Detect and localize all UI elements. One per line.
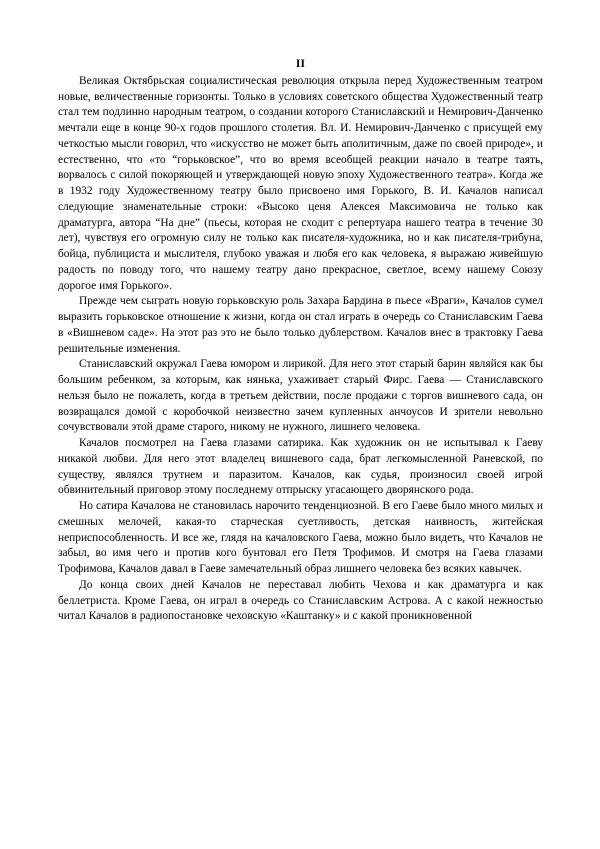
section-heading: II <box>295 58 306 70</box>
paragraph: Великая Октябрьская социалистическая революция открыла перед Художественным театром новые, величественные горизонты. Только в условиях советского общества Художественный театр стал тем подлинно народным театром, о создании которого Станиславский и Немирович-Данченко мечтали еще в конце 90-х годов прошлого столетия. Вл. И. Немирович-Данченко с присущей ему четкостью мысли говорил, что «искусство не может быть аполитичным, даже по своей природе», и естественно, что «то “горьковское”, что во время всеобщей реакции начало в театре таять, ворвалось с силой покоряющей и утверждающей новую эпоху Художественного театра». Когда же в 1932 году Художественному театру было присвоено имя Горького, В. И. Качалов написал следующие знаменательные строки: «Высоко ценя Алексея Максимовича не только как драматурга, автора “На дне” (пьесы, которая не сходит с репертуара нашего театра в течение 30 лет), чувствуя его огромную силу не только как писателя-художника, но и как писателя-трибуна, бойца, публициста и мыслителя, глубоко уважая и любя его как человека, я выражаю живейшую радость по поводу того, что нашему театру дано прекрасное, светлое, всему нашему Союзу дорогое имя Горького». <box>58 74 543 292</box>
paragraph: До конца своих дней Качалов не переставал любить Чехова и как драматурга и как беллетриста. Кроме Гаева, он играл в очередь со Станиславским Астрова. А с какой нежностью читал Качалов в радиопостановке чеховскую «Каштанку» и с какой проникновенной <box>58 578 543 623</box>
paragraph: Прежде чем сыграть новую горьковскую роль Захара Бардина в пьесе «Враги», Качалов сумел выразить горьковское отношение к жизни, когда он стал играть в очередь со Станиславским Гаева в «Вишневом саде». На этот раз это не было только дублерством. Качалов внес в трактовку Гаева решительные изменения. <box>58 295 543 355</box>
paragraph: Качалов посмотрел на Гаева глазами сатирика. Как художник он не испытывал к Гаеву никакой любви. Для него этот владелец вишневого сада, брат легкомысленной Раневской, по существу, являлся трутнем и паразитом. Качалов, как судья, произносил своей игрой обвинительный приговор этому последнему отпрыску угасающего дворянского рода. <box>58 437 543 497</box>
body-text <box>58 74 543 625</box>
paragraph: Но сатира Качалова не становилась нарочито тенденциозной. В его Гаеве было много милых и смешных мелочей, какая-то старческая суетливость, детская наивность, житейская неприспособленность. И все же, глядя на качаловского Гаева, можно было видеть, что Качалов не забыл, во имя чего и против кого бунтовал его Петя Трофимов. И смотря на Гаева глазами Трофимова, Качалов давал в Гаеве замечательный образ лишнего человека без всяких кавычек. <box>58 500 543 576</box>
paragraph: Станиславский окружал Гаева юмором и лирикой. Для него этот старый барин являйся как бы большим ребенком, за которым, как нянька, ухаживает старый Фирс. Гаева — Станиславского нельзя было не пожалеть, когда в третьем действии, после продажи с торгов вишневого сада, он возвращался домой с коробочкой неизвестно зачем купленных анчоусов И зрители невольно сочувствовали этой драме старого, никому не нужного, лишнего человека. <box>58 358 543 434</box>
